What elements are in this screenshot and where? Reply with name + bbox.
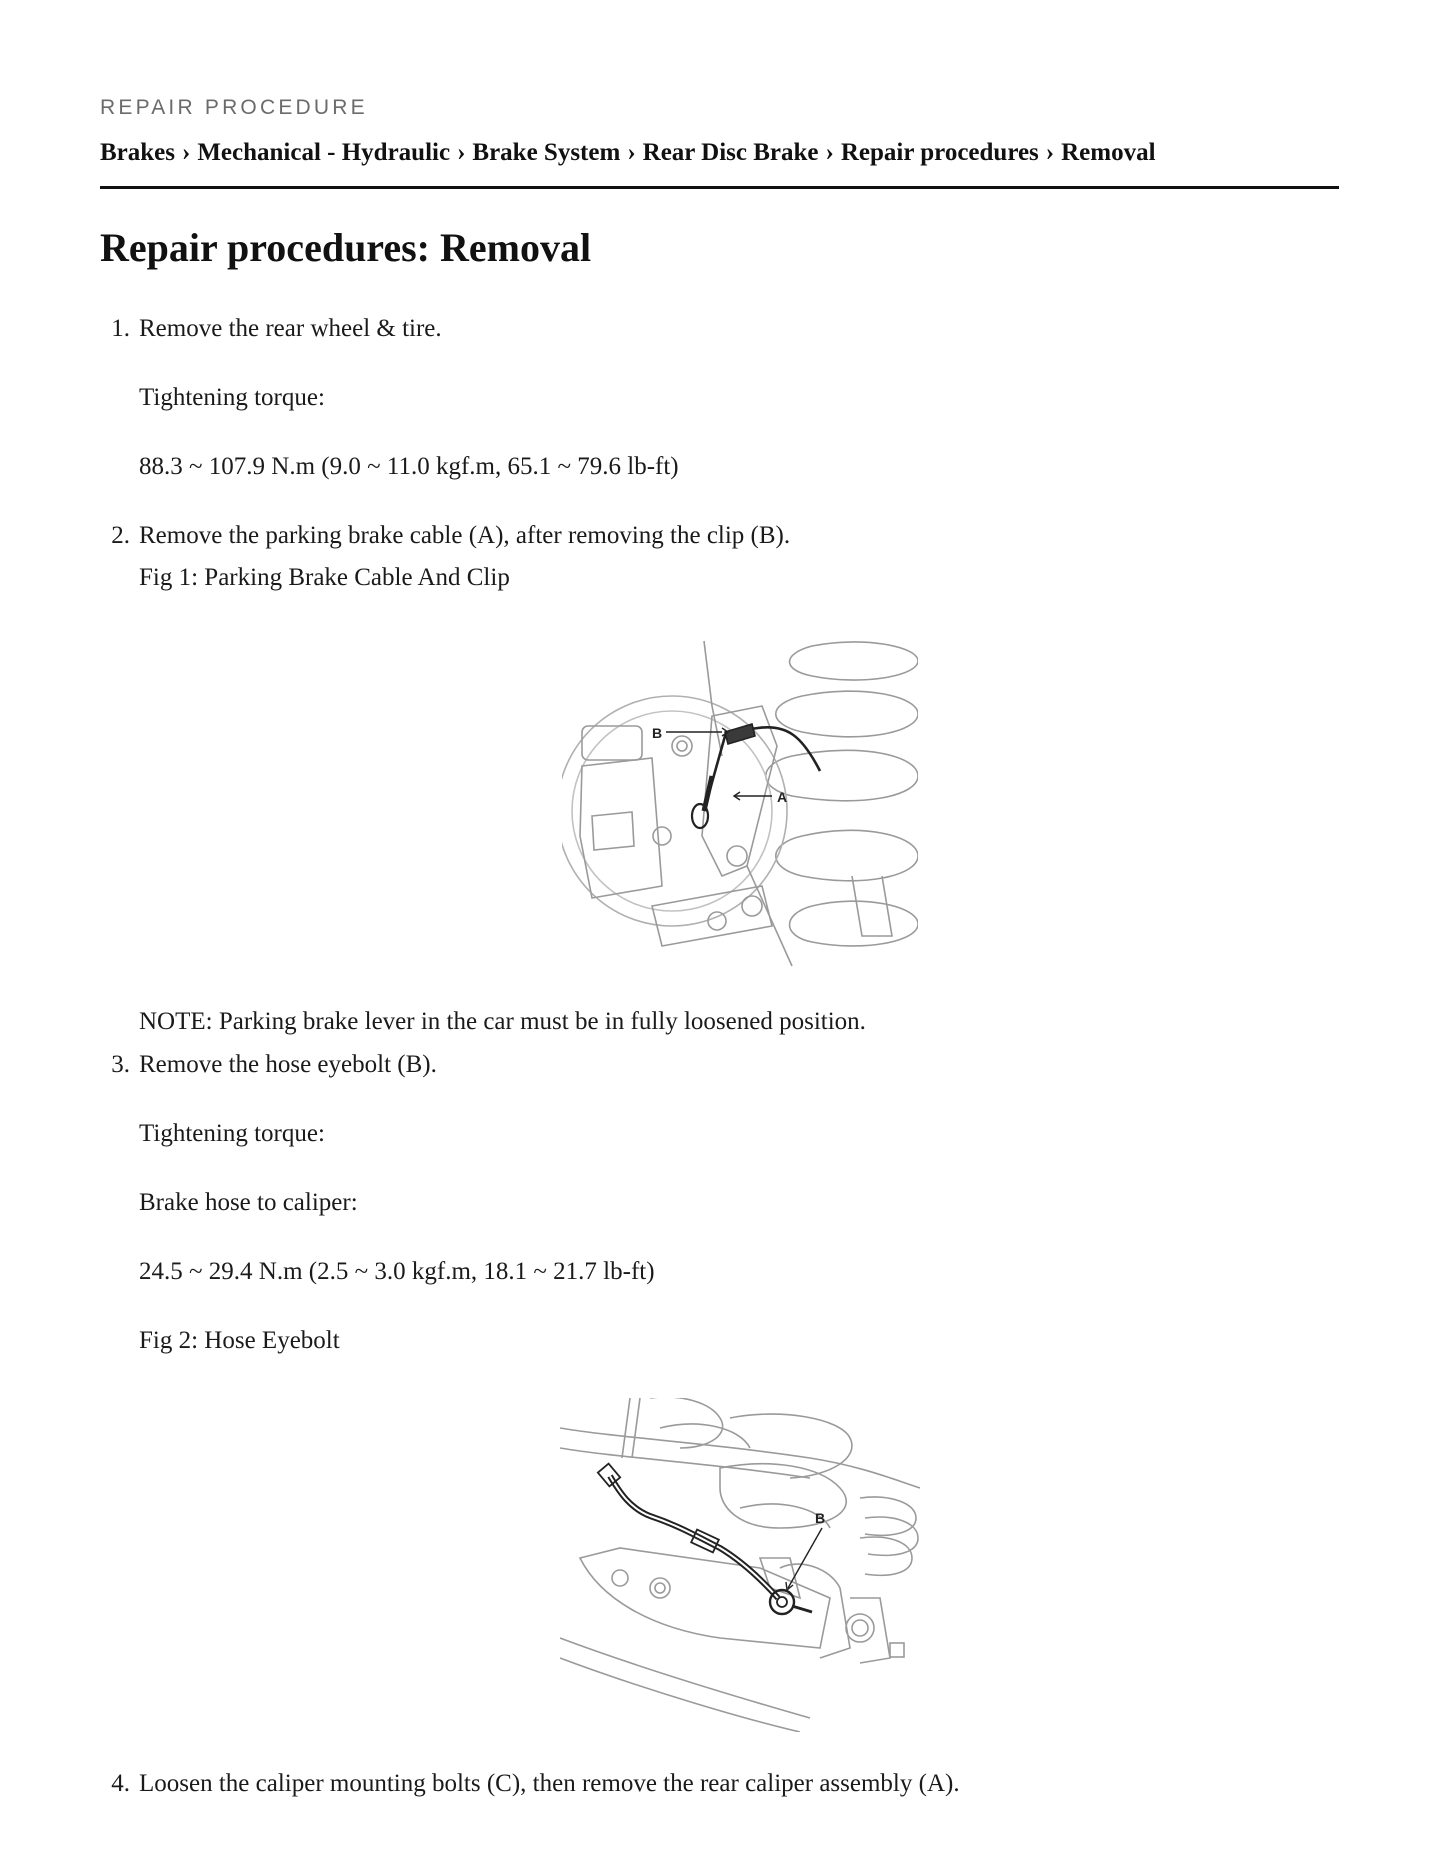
step-2-number: 2. <box>111 522 130 549</box>
figure-1-parking-brake-diagram <box>562 636 918 968</box>
page-title: Repair procedures: Removal <box>100 225 592 270</box>
figure-2-label-b: B <box>815 1510 826 1526</box>
header-divider <box>100 186 1339 189</box>
step-2-note: NOTE: Parking brake lever in the car must be in fully loosened position. <box>139 1008 866 1035</box>
figure-2-caption: Fig 2: Hose Eyebolt <box>139 1327 340 1354</box>
figure-1-caption: Fig 1: Parking Brake Cable And Clip <box>139 564 510 591</box>
figure-1-label-b: B <box>652 725 663 741</box>
step-3-torque-label: Tightening torque: <box>139 1120 325 1147</box>
step-1-text: Remove the rear wheel & tire. <box>139 315 442 342</box>
breadcrumb-item-repair-procedures[interactable]: Repair procedures <box>840 139 1039 166</box>
step-1-number: 1. <box>111 315 130 342</box>
step-4-number: 4. <box>111 1770 130 1797</box>
section-kicker: REPAIR PROCEDURE <box>100 96 368 119</box>
step-1-torque-label: Tightening torque: <box>139 384 325 411</box>
breadcrumb-item-brake-system[interactable]: Brake System <box>472 139 621 166</box>
breadcrumb-item-removal[interactable]: Removal <box>1061 139 1156 166</box>
step-3-torque-sub: Brake hose to caliper: <box>139 1189 358 1216</box>
step-3-number: 3. <box>111 1051 130 1078</box>
breadcrumb-separator: › <box>627 139 636 166</box>
step-2-text: Remove the parking brake cable (A), after removing the clip (B). <box>139 522 791 549</box>
step-3-torque-value: 24.5 ~ 29.4 N.m (2.5 ~ 3.0 kgf.m, 18.1 ~ 21.7 lb-ft) <box>139 1258 655 1285</box>
figure-2-hose-eyebolt-diagram <box>560 1398 920 1732</box>
breadcrumb-item-rear-disc-brake[interactable]: Rear Disc Brake <box>642 139 819 166</box>
breadcrumb-separator: › <box>182 139 191 166</box>
breadcrumb-separator: › <box>825 139 834 166</box>
step-1-torque-value: 88.3 ~ 107.9 N.m (9.0 ~ 11.0 kgf.m, 65.1 ~ 79.6 lb-ft) <box>139 453 679 480</box>
breadcrumb-item-mechanical-hydraulic[interactable]: Mechanical - Hydraulic <box>197 139 451 166</box>
figure-1-label-a: A <box>777 789 788 805</box>
step-3-text: Remove the hose eyebolt (B). <box>139 1051 437 1078</box>
breadcrumb-separator: › <box>457 139 466 166</box>
breadcrumb-separator: › <box>1045 139 1055 166</box>
step-4-text: Loosen the caliper mounting bolts (C), then remove the rear caliper assembly (A). <box>139 1770 960 1797</box>
breadcrumb-item-brakes[interactable]: Brakes <box>100 139 175 166</box>
breadcrumb <box>100 139 1156 167</box>
